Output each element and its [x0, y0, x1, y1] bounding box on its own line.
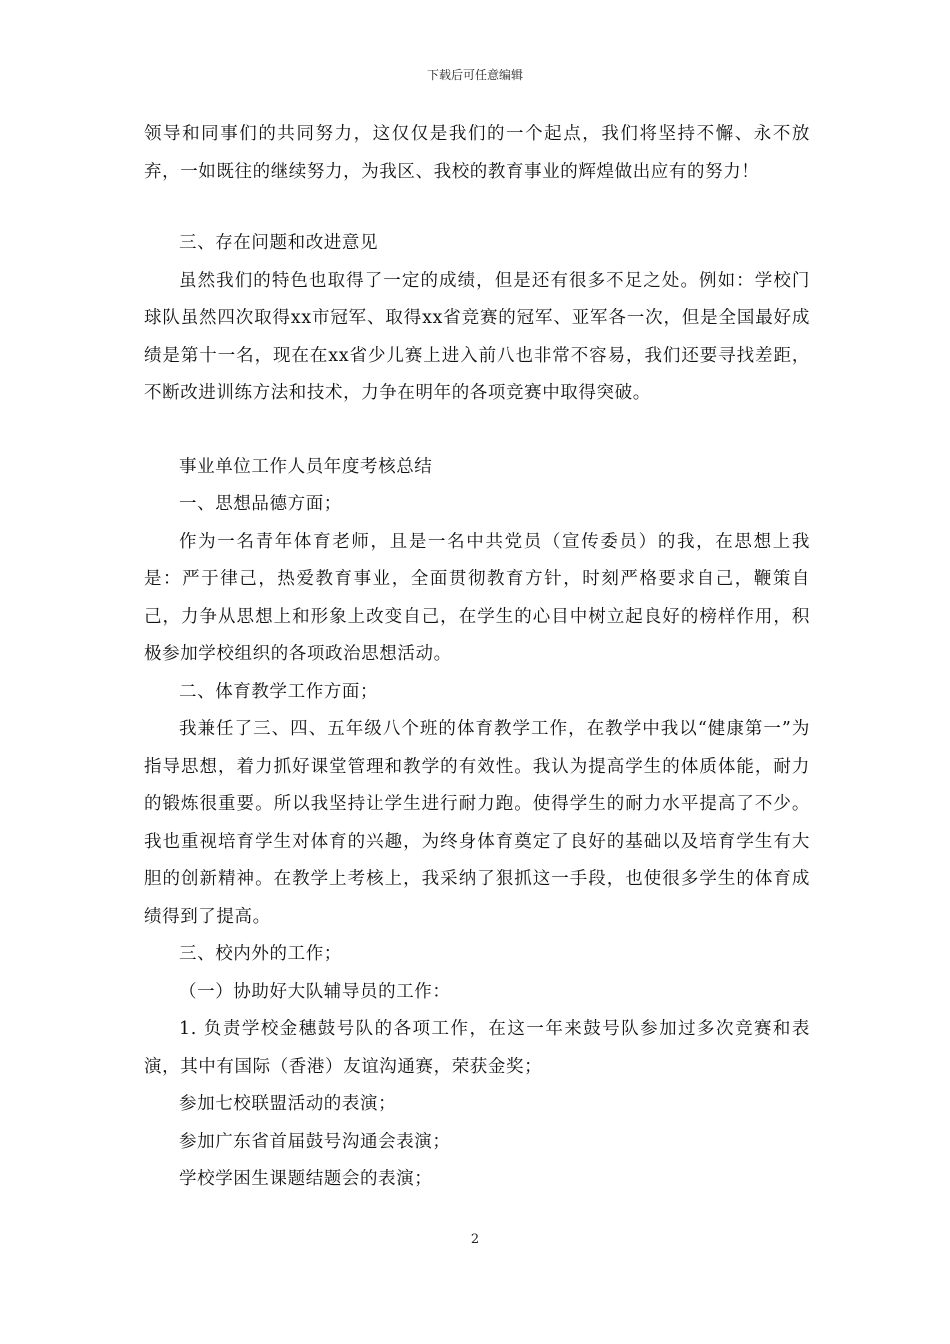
section-heading-school-work: 三、校内外的工作； — [179, 944, 342, 964]
page-header-note: 下载后可任意编辑 — [426, 68, 523, 82]
section-heading-ideology: 一、思想品德方面； — [179, 494, 342, 514]
paragraph-problems: 虽然我们的特色也取得了一定的成绩，但是还有很多不足之处。例如：学校门球队虽然四次取得xx市冠军、取得xx省竞赛的冠军、亚军各一次，但是全国最好成绩是第十一名，现在在xx省少儿赛上进入前八也非常不容易，我们还要寻找差距，不断改进训练方法和技术，力争在明年的各项竞赛中取得突破。 — [144, 270, 810, 403]
subheading-assist-counselor: （一）协助好大队辅导员的工作： — [179, 981, 451, 1002]
paragraph-ideology: 作为一名青年体育老师，且是一名中共党员（宣传委员）的我，在思想上我是：严于律己，热爱教育事业，全面贯彻教育方针，时刻严格要求自己，鞭策自己，力争从思想上和形象上改变自己，在学生的心目中树立起良好的榜样作用，积极参加学校组织的各项政治思想活动。 — [144, 531, 810, 664]
list-item-seven-schools: 参加七校联盟活动的表演； — [179, 1094, 397, 1114]
document-title: 事业单位工作人员年度考核总结 — [179, 456, 433, 477]
list-item-project-conclusion: 学校学困生课题结题会的表演； — [179, 1169, 433, 1189]
list-item-drum-band: 1. 负责学校金穗鼓号队的各项工作，在这一年来鼓号队参加过多次竞赛和表演，其中有国际（香港）友谊沟通赛，荣获金奖； — [144, 1019, 810, 1077]
page-number: 2 — [470, 1232, 480, 1247]
document-body — [144, 116, 810, 1199]
section-heading-teaching: 二、体育教学工作方面； — [179, 681, 379, 702]
paragraph-continuation: 领导和同事们的共同努力，这仅仅是我们的一个起点，我们将坚持不懈、永不放弃，一如既往的继续努力，为我区、我校的教育事业的辉煌做出应有的努力！ — [144, 124, 810, 182]
list-item-guangdong: 参加广东省首届鼓号沟通会表演； — [179, 1131, 451, 1152]
section-heading-problems: 三、存在问题和改进意见 — [179, 233, 379, 253]
paragraph-teaching: 我兼任了三、四、五年级八个班的体育教学工作，在教学中我以“健康第一”为指导思想，着力抓好课堂管理和教学的有效性。我认为提高学生的体质体能，耐力的锻炼很重要。所以我坚持让学生进行耐力跑。使得学生的耐力水平提高了不少。我也重视培育学生对体育的兴趣，为终身体育奠定了良好的基础以及培育学生有大胆的创新精神。在教学上考核上，我采纳了狠抓这一手段，也使很多学生的体育成绩得到了提高。 — [144, 719, 810, 927]
